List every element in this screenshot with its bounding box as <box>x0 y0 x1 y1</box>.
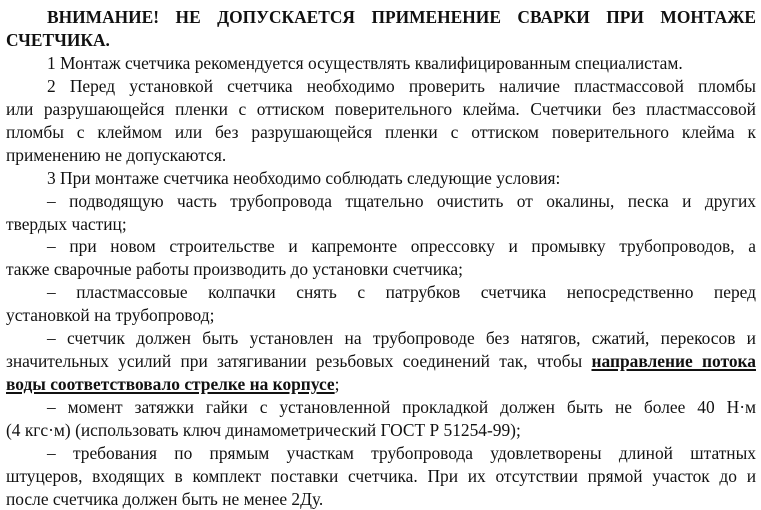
condition-4-line-2 <box>6 350 756 372</box>
condition-2-line-2: также сварочные работы производить до установки счетчика; <box>6 259 463 279</box>
warning-heading-line-1: ВНИМАНИЕ! НЕ ДОПУСКАЕТСЯ ПРИМЕНЕНИЕ СВАРКИ ПРИ МОНТАЖЕ <box>47 7 756 27</box>
item-2-line-1: 2 Перед установкой счетчика необходимо проверить наличие пластмассовой пломбы <box>47 76 756 96</box>
item-3: 3 При монтаже счетчика необходимо соблюдать следующие условия: <box>47 168 561 188</box>
condition-3-line-1: – пластмассовые колпачки снять с патрубков счетчика непосредственно перед <box>47 282 756 302</box>
condition-4-tail: ; <box>334 374 340 394</box>
warning-heading-line-2: СЧЕТЧИКА. <box>6 30 110 50</box>
condition-5-line-1: – момент затяжки гайки с установленной прокладкой должен быть не более 40 Н·м <box>47 397 756 417</box>
condition-4-text: значительных усилий при затягивании резьбовых соединений так, чтобы <box>6 351 592 371</box>
item-2-line-2: или разрушающейся пленки с оттиском поверительного клейма. Счетчики без пластмассовой <box>6 99 756 119</box>
condition-1-line-2: твердых частиц; <box>6 214 127 234</box>
arrow-on-body-emphasis: воды соответствовало стрелке на корпусе <box>6 374 335 394</box>
condition-3-line-2: установкой на трубопровод; <box>6 305 215 325</box>
condition-4-line-1: – счетчик должен быть установлен на трубопроводе без натягов, сжатий, перекосов и <box>47 328 756 348</box>
condition-6-line-2: штуцеров, входящих в комплект поставки счетчика. При их отсутствии прямой участок до и <box>6 466 756 486</box>
item-2-line-4: применению не допускаются. <box>6 145 227 165</box>
condition-4-line-3 <box>6 373 756 395</box>
condition-5-line-2: (4 кгс·м) (использовать ключ динамометрический ГОСТ Р 51254-99); <box>6 420 521 440</box>
item-2-line-3: пломбы с клеймом или без разрушающейся пленки с оттиском поверительного клейма к <box>6 122 756 142</box>
item-1: 1 Монтаж счетчика рекомендуется осуществлять квалифицированным специалистам. <box>47 53 683 73</box>
condition-6-line-1: – требования по прямым участкам трубопровода удовлетворены длиной штатных <box>47 443 756 463</box>
condition-6-line-3: после счетчика должен быть не менее 2Ду. <box>6 489 324 509</box>
condition-2-line-1: – при новом строительстве и капремонте опрессовку и промывку трубопроводов, а <box>47 236 756 256</box>
flow-direction-emphasis: направление потока <box>591 351 756 371</box>
condition-1-line-1: – подводящую часть трубопровода тщательно очистить от окалины, песка и других <box>47 191 756 211</box>
